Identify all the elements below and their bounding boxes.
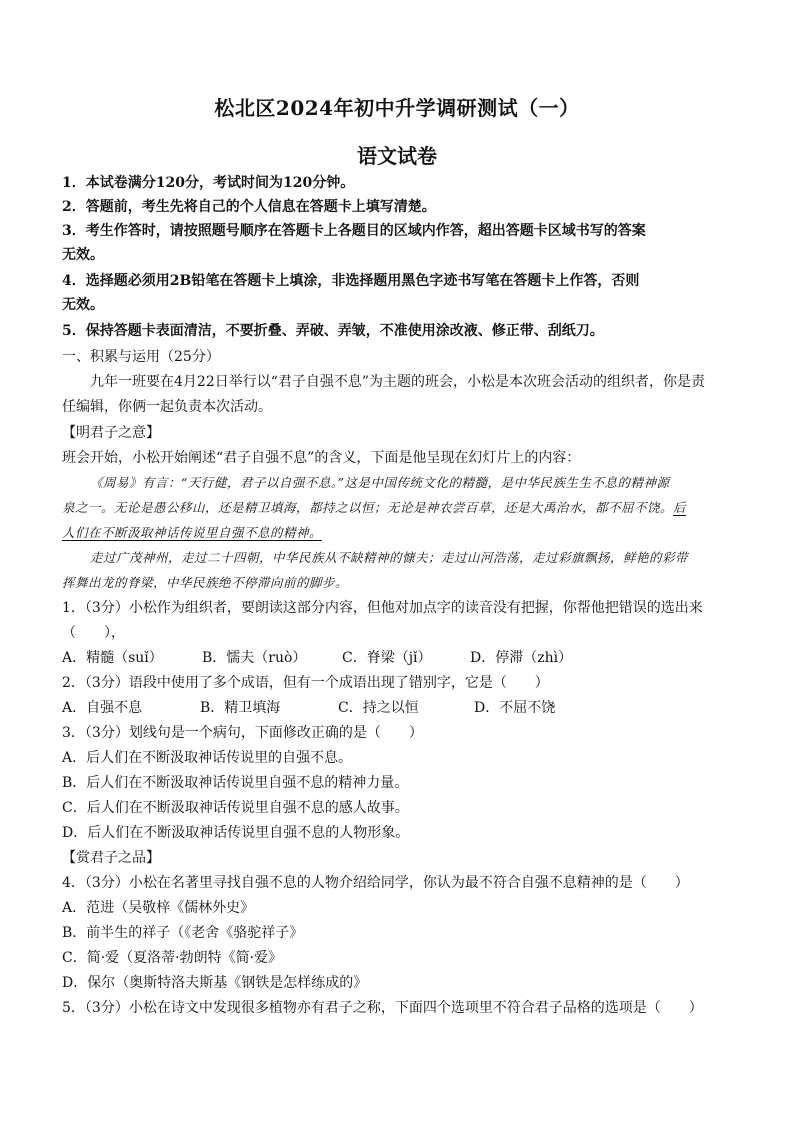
passage-line-2 (62, 499, 738, 517)
question-4-stem: 4．（3分）小松在名著里寻找自强不息的人物介绍给同学，你认为最不符合自强不息精神的是（ ） (62, 875, 689, 891)
section-heading: 一、积累与运用（25分） (62, 349, 220, 365)
section-intro-1: 九年一班要在4月22日举行以“君子自强不息”为主题的班会，小松是本次班会活动的组织者，你是责 (90, 374, 706, 390)
question-2-stem: 2．（3分）语段中使用了多个成语，但有一个成语出现了错别字，它是（ ） (62, 675, 549, 691)
passage-line-1: 《周易》有言：“天行健，君子以自强不息。”这是中国传统文化的精髓，是中华民族生生不息的精神源 (90, 475, 670, 490)
q2-option-b: B．精卫填海 (200, 700, 281, 716)
exam-title: 松北区2024年初中升学调研测试（一） (214, 96, 580, 120)
q3-option-a: A．后人们在不断汲取神话传说里的自强不息。 (62, 750, 353, 766)
instruction-4-cont: 无效。 (62, 297, 104, 313)
passage-line-4: 走过广茂神州，走过二十四朝，中华民族从不缺精神的慷夫；走过山河浩荡，走过彩旗飘扬，鲜艳的彩带 (90, 550, 689, 565)
q4-option-d: D．保尔（奥斯特洛夫斯基《钢铁是怎样练成的》 (62, 975, 368, 991)
question-2-options (62, 699, 555, 717)
part1-lead: 班会开始，小松开始阐述“君子自强不息”的含义，下面是他呈现在幻灯片上的内容： (62, 450, 581, 466)
part-heading-1: 【明君子之意】 (62, 425, 160, 441)
instruction-5: 5．保持答题卡表面清洁，不要折叠、弄破、弄皱，不准使用涂改液、修正带、刮纸刀。 (62, 323, 604, 339)
question-1-stem-cont: （ ）， (62, 625, 125, 641)
instruction-3: 3．考生作答时，请按照题号顺序在答题卡上各题目的区域内作答，超出答题卡区域书写的答案 (62, 223, 646, 239)
part-heading-2: 【赏君子之品】 (62, 850, 160, 866)
q1-option-b: B．懦夫（ruò） (202, 650, 307, 666)
instruction-4: 4．选择题必须用2B铅笔在答题卡上填涂，非选择题用黑色字迹书写笔在答题卡上作答，否则 (62, 273, 640, 289)
question-1-stem: 1．（3分）小松作为组织者，要朗读这部分内容，但他对加点字的读音没有把握，你帮他把错误的选出来 (62, 600, 703, 616)
section-intro-2: 任编辑，你俩一起负责本次活动。 (62, 399, 272, 415)
instruction-1: 1．本试卷满分120分，考试时间为120分钟。 (62, 175, 355, 191)
q4-option-c: C．简·爱（夏洛蒂·勃朗特《简·爱》 (62, 950, 283, 966)
exam-subtitle: 语文试卷 (357, 144, 437, 168)
question-3-stem: 3．（3分）划线句是一个病句，下面修改正确的是（ ） (62, 725, 423, 741)
q1-option-c: C．脊梁（jǐ） (342, 650, 432, 666)
underlined-sentence-head: 后 (673, 500, 687, 515)
q4-option-a: A．范进（吴敬梓《儒林外史》 (62, 900, 255, 916)
q2-option-a: A．自强不息 (62, 700, 143, 716)
passage-line-2-text: 泉之一。无论是愚公移山，还是精卫填海，都持之以恒；无论是神农尝百草，还是大禹治水，都不屈不饶。 (62, 500, 674, 515)
question-5-stem: 5．（3分）小松在诗文中发现很多植物亦有君子之称，下面四个选项里不符合君子品格的选项是（ ） (62, 1000, 703, 1016)
instruction-3-cont: 无效。 (62, 247, 104, 263)
q2-option-c: C．持之以恒 (338, 700, 419, 716)
q3-option-c: C．后人们在不断汲取神话传说里自强不息的感人故事。 (62, 800, 409, 816)
q3-option-b: B．后人们在不断汲取神话传说里自强不息的精神力量。 (62, 775, 409, 791)
instruction-2: 2．答题前，考生先将自己的个人信息在答题卡上填写清楚。 (62, 199, 436, 215)
underlined-sentence: 人们在不断汲取神话传说里自强不息的精神。 (62, 525, 323, 540)
question-1-options (62, 649, 572, 667)
q3-option-d: D．后人们在不断汲取神话传说里自强不息的人物形象。 (62, 825, 410, 841)
q4-option-b: B．前半生的祥子（《老舍《骆驼祥子》 (62, 925, 304, 941)
passage-line-5: 挥舞出龙的脊梁，中华民族绝不停滞向前的脚步。 (62, 575, 349, 590)
q2-option-d: D．不屈不饶 (474, 700, 556, 716)
q1-option-d: D．停滞（zhì） (470, 650, 573, 666)
q1-option-a: A．精髓（suǐ） (62, 650, 163, 666)
passage-line-3 (62, 524, 738, 542)
